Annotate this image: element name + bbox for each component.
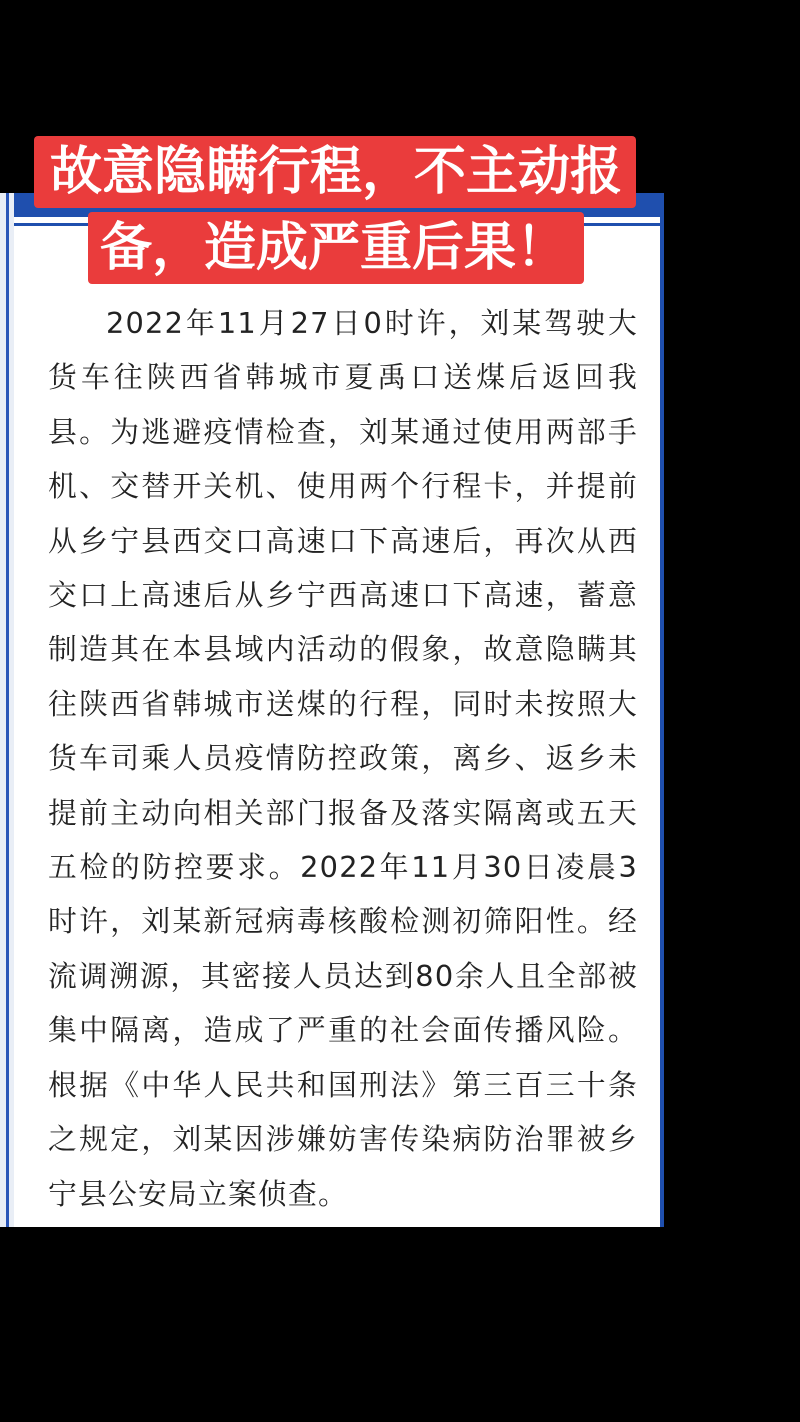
headline-line-1: 故意隐瞒行程，不主动报 bbox=[34, 136, 636, 208]
card-right-border bbox=[660, 193, 664, 1227]
headline-line-2: 备，造成严重后果！ bbox=[88, 212, 584, 284]
card-left-accent-line bbox=[6, 193, 9, 1227]
article-body: 2022年11月27日0时许，刘某驾驶大货车往陕西省韩城市夏禹口送煤后返回我县。为逃避疫情检查，刘某通过使用两部手机、交替开关机、使用两个行程卡，并提前从乡宁县西交口高速口下高速后，再次从西交口上高速后从乡宁西高速口下高速，蓄意制造其在本县域内活动的假象，故意隐瞒其往陕西省韩城市送煤的行程，同时未按照大货车司乘人员疫情防控政策，离乡、返乡未提前主动向相关部门报备及落实隔离或五天五检的防控要求。2022年11月30日凌晨3时许，刘某新冠病毒核酸检测初筛阳性。经流调溯源，其密接人员达到80余人且全部被集中隔离，造成了严重的社会面传播风险。根据《中华人民共和国刑法》第三百三十条之规定，刘某因涉嫌妨害传染病防治罪被乡宁县公安局立案侦查。 bbox=[48, 306, 638, 1211]
